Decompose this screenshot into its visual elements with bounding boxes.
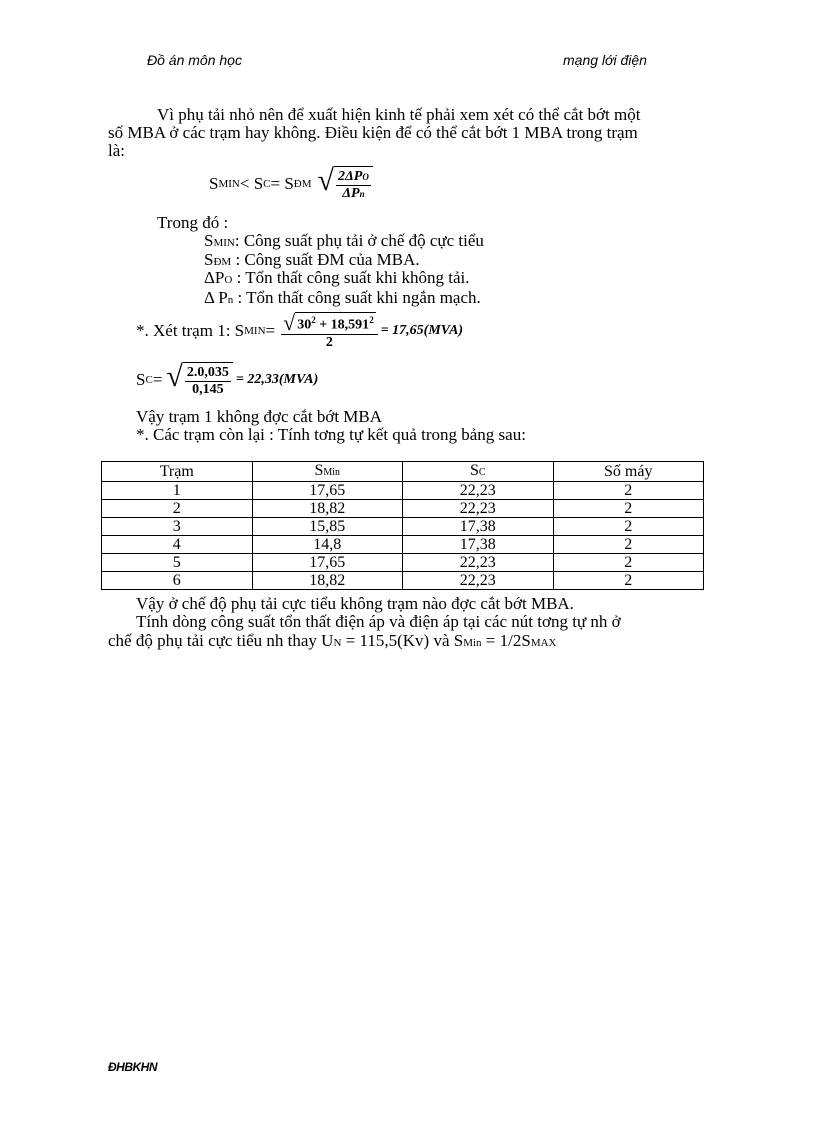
station1-sqrt: √ $30^2 + 18,591^2$ — [283, 309, 374, 335]
sc-numerator: 2.0,035 — [186, 365, 229, 380]
table-cell: 15,85 — [252, 518, 403, 536]
table-cell: 18,82 — [252, 572, 403, 590]
station1-denominator: 2 — [325, 334, 333, 350]
sc-s: S — [136, 370, 146, 389]
table-row — [102, 482, 704, 500]
table-row — [102, 536, 704, 554]
formula-sub-dm: ĐM — [293, 178, 312, 190]
sc-fraction — [185, 365, 231, 398]
table-row — [102, 500, 704, 518]
table-row — [102, 518, 704, 536]
formula-sqrt-body — [334, 166, 373, 202]
header-left: Đồ án môn học — [147, 52, 242, 68]
table-cell: 2 — [553, 482, 704, 500]
table-cell: 17,65 — [252, 554, 403, 572]
table-cell: 4 — [102, 536, 253, 554]
sc-sqrt — [166, 362, 232, 398]
table-cell: 17,38 — [403, 518, 554, 536]
table-header-row — [102, 462, 704, 482]
table-cell: 22,23 — [403, 572, 554, 590]
table-cell: 22,23 — [403, 500, 554, 518]
table-row — [102, 572, 704, 590]
final-line-2: chế độ phụ tải cực tiểu nh thay UN = 115,5(Kv) và SMin = 1/2SMAX — [108, 631, 557, 650]
header-sc: SC — [403, 462, 554, 482]
formula-numerator: 2ΔPO — [338, 169, 369, 184]
remaining-stations: *. Các trạm còn lại : Tính tơng tự kết quả trong bảng sau: — [136, 425, 526, 444]
station-table — [101, 461, 704, 590]
where-title: Trong đó : — [157, 213, 229, 232]
intro-line-1: Vì phụ tải nhỏ nên để xuất hiện kinh tế phải xem xét có thể cắt bớt một — [157, 105, 641, 124]
station1-numerator — [281, 309, 378, 335]
table-cell: 14,8 — [252, 536, 403, 554]
station1-label: *. Xét trạm 1: S — [136, 321, 245, 340]
table-cell: 2 — [553, 500, 704, 518]
formula-sub-min: MIN — [218, 178, 240, 190]
table-cell: 1 — [102, 482, 253, 500]
table-cell: 22,23 — [403, 482, 554, 500]
table-cell: 2 — [553, 572, 704, 590]
header-right: mạng lới điện — [563, 52, 647, 68]
formula-sqrt — [318, 166, 373, 202]
where-item-po: ΔPO : Tổn thất công suất khi không tải. — [204, 268, 470, 287]
sc-sub: C — [145, 374, 153, 386]
sqrt-icon: √ — [283, 309, 296, 335]
final-line-1: Tính dòng công suất tổn thất điện áp và điện áp tại các nút tơng tự nh ở — [136, 612, 621, 631]
formula-fraction — [336, 169, 371, 202]
sqrt-icon: √ — [166, 360, 183, 393]
header-tram: Trạm — [102, 462, 253, 482]
table-cell: 3 — [102, 518, 253, 536]
station1-formula — [136, 307, 463, 355]
station1-result: = 17,65(MVA) — [380, 323, 464, 338]
header-smin: SMin — [252, 462, 403, 482]
sqrt-icon: √ — [317, 164, 334, 197]
station1-label-eq: = — [265, 321, 276, 340]
conclusion-1: Vậy trạm 1 không đợc cắt bớt MBA — [136, 407, 383, 426]
sc-formula — [136, 357, 318, 403]
condition-formula — [209, 161, 373, 207]
where-item-pn: Δ Pn : Tổn thất công suất khi ngắn mạch. — [204, 288, 481, 307]
table-cell: 6 — [102, 572, 253, 590]
formula-denominator: ΔPn — [342, 186, 365, 201]
where-item-sdm: SĐM : Công suất ĐM của MBA. — [204, 250, 420, 269]
sc-eq: = — [152, 370, 163, 389]
table-cell: 2 — [553, 518, 704, 536]
sc-result: = 22,33(MVA) — [235, 372, 319, 387]
formula-s: S — [209, 174, 219, 193]
table-cell: 5 — [102, 554, 253, 572]
station1-label-sub: MIN — [244, 325, 266, 337]
station1-fraction — [281, 309, 378, 351]
table-cell: 2 — [553, 554, 704, 572]
table-row — [102, 554, 704, 572]
table-cell: 17,65 — [252, 482, 403, 500]
table-cell: 22,23 — [403, 554, 554, 572]
formula-eq: = S — [270, 174, 294, 193]
formula-lt: < S — [239, 174, 264, 193]
table-cell: 18,82 — [252, 500, 403, 518]
intro-line-2: số MBA ở các trạm hay không. Điều kiện để có thể cắt bớt 1 MBA trong trạm — [108, 123, 638, 142]
sc-denominator: 0,145 — [192, 382, 224, 397]
footer-label: ĐHBKHN — [108, 1060, 157, 1074]
table-cell: 2 — [553, 536, 704, 554]
table-cell: 17,38 — [403, 536, 554, 554]
intro-line-3: là: — [108, 141, 125, 160]
formula-sub-c: C — [263, 178, 271, 190]
conclusion-2: Vậy ở chế độ phụ tải cực tiểu không trạm nào đợc cắt bớt MBA. — [136, 594, 574, 613]
header-so-may: Số máy — [553, 462, 704, 482]
where-item-smin: SMIN: Công suất phụ tải ở chế độ cực tiểu — [204, 231, 484, 250]
table-cell: 2 — [102, 500, 253, 518]
